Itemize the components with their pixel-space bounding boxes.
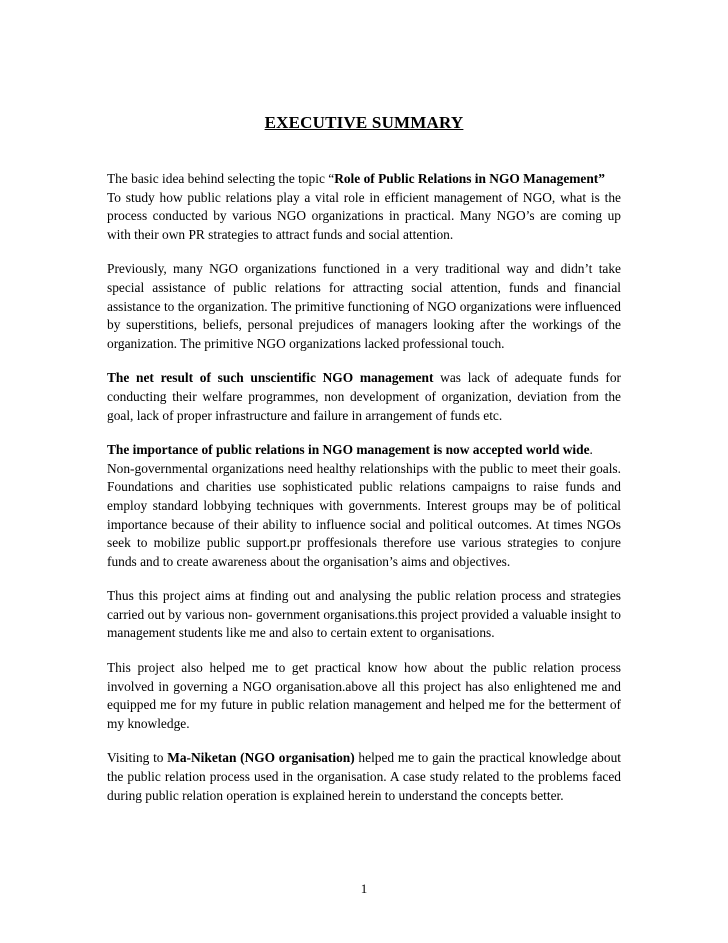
- paragraph-study-aim: To study how public relations play a vital role in efficient management of NGO, what is the process conducted by various NGO organizations in practical. Many NGO’s are coming up with their own PR strategies to attract funds and social attention.: [107, 189, 621, 242]
- paragraph-practical-knowhow: This project also helped me to get practical know how about the public relation process involved in governing a NGO organisation.above all this project has also enlightened me and equipped me for my future in public relation management and helped me for the betterment of my knowledge.: [107, 660, 621, 731]
- importance-text: .: [589, 442, 593, 458]
- importance-bold: The importance of public relations in NGO management is now accepted world wide: [107, 442, 590, 458]
- net-result-text: was lack of adequate funds for conducting their welfare programmes, non development of organization, deviation from the goal, lack of proper infrastructure and failure in arrangement of funds etc.: [107, 370, 621, 423]
- topic-title-bold: Role of Public Relations in NGO Management”: [334, 171, 605, 186]
- paragraph-net-result: [107, 369, 621, 425]
- paragraph-project-aims: Thus this project aims at finding out and analysing the public relation process and strategies carried out by various non- government organisations.this project provided a valuable insight to management students like me and also to certain extent to organisations.: [107, 588, 621, 641]
- topic-intro-text: The basic idea behind selecting the topic “: [107, 171, 335, 186]
- ma-niketan-bold: Ma-Niketan (NGO organisation): [167, 750, 355, 766]
- paragraph-ma-niketan: [107, 749, 621, 805]
- document-body: [107, 170, 621, 821]
- page-title: EXECUTIVE SUMMARY: [264, 113, 464, 132]
- net-result-bold: The net result of such unscientific NGO management: [107, 370, 434, 386]
- paragraph-importance: [107, 441, 621, 460]
- paragraph-topic: [107, 170, 621, 189]
- ma-niketan-intro: Visiting to: [107, 750, 168, 766]
- paragraph-previously: Previously, many NGO organizations functioned in a very traditional way and didn’t take special assistance of public relations for attracting social attention, funds and financial assistance to the organization. The primitive functioning of NGO organizations were influenced by superstitions, beliefs, personal prejudices of managers looking after the workings of the organization. The primitive NGO organizations lacked professional touch.: [107, 261, 621, 351]
- page-number: 1: [360, 881, 368, 896]
- ma-niketan-text: helped me to gain the practical knowledge about the public relation process used in the organisation. A case study related to the problems faced during public relation operation is explained herein to understand the concepts better.: [107, 750, 621, 803]
- paragraph-ngo-relationships: Non-governmental organizations need healthy relationships with the public to meet their goals. Foundations and charities use sophisticated public relations campaigns to raise funds and employ standard lobbying techniques with governments. Interest groups may be of political importance because of their ability to influence social and political outcomes. At times NGOs seek to mobilize public support.pr proffesionals therefore use various strategies to conjure funds and to create awareness about the organisation’s aims and objectives.: [107, 460, 621, 569]
